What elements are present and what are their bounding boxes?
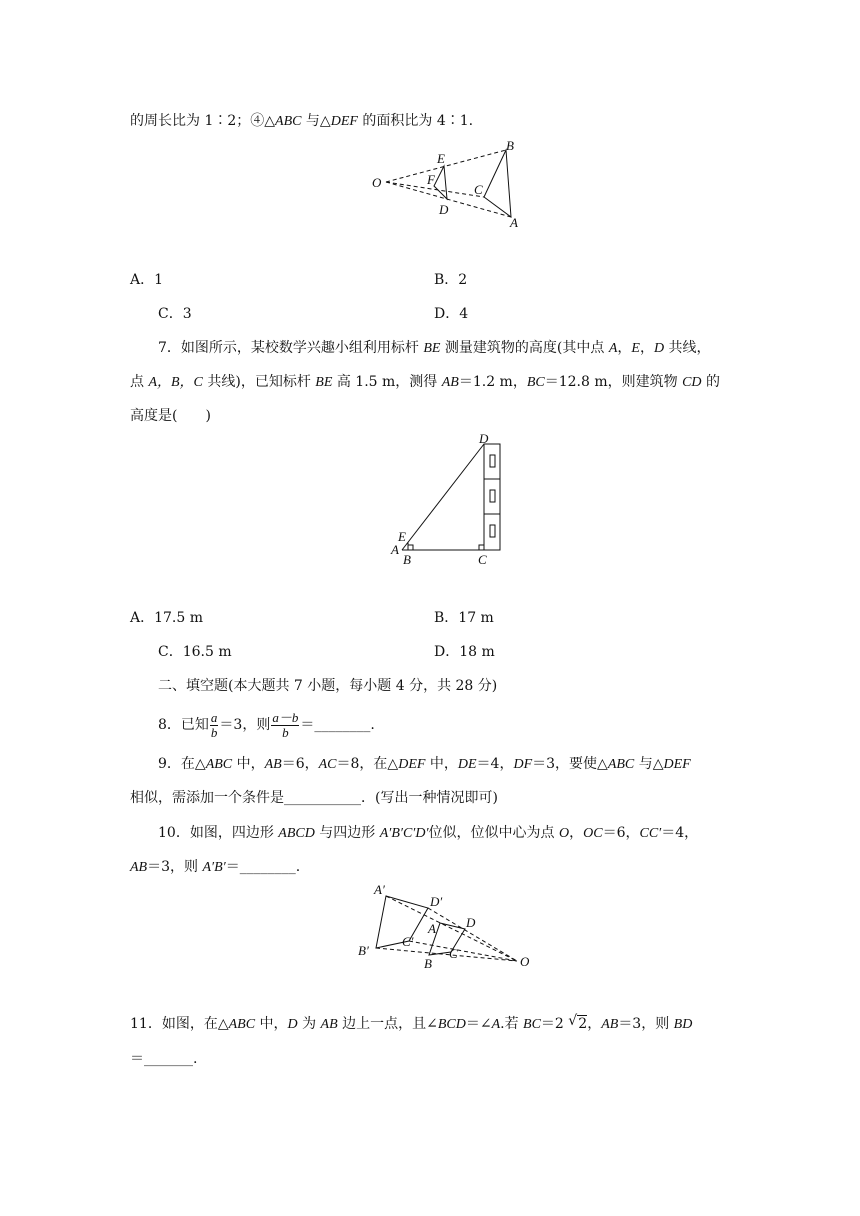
q6-option-c[interactable]: C．3 bbox=[158, 306, 192, 322]
q11-line-1: 11．如图，在△ABC 中，D 为 AB 边上一点，且∠BCD＝∠A.若 BC＝2 √ 2，AB＝3，则 BD bbox=[130, 1013, 693, 1032]
label-c: C bbox=[478, 552, 487, 567]
q10-line-2: AB＝3，则 A′B′＝________. bbox=[130, 859, 301, 875]
label-c-prime: C′ bbox=[402, 934, 414, 949]
sqrt-two: √ 2 bbox=[568, 1013, 588, 1032]
q6-option-d[interactable]: D．4 bbox=[434, 306, 469, 322]
label-d: D bbox=[479, 431, 489, 446]
q7-option-d[interactable]: D．18 m bbox=[434, 644, 495, 660]
q6-option-a[interactable]: A．1 bbox=[130, 272, 164, 288]
label-o: O bbox=[520, 954, 530, 969]
q7-line-2: 点 A，B，C 共线)，已知标杆 BE 高 1.5 m，测得 AB＝1.2 m，BC＝12.8 m，则建筑物 CD 的 bbox=[130, 374, 720, 390]
label-f: F bbox=[427, 172, 435, 187]
label-d: D bbox=[439, 202, 449, 217]
fraction-a-minus-b-over-b: $\frac{a-b}{b}$ bbox=[272, 709, 299, 740]
q7-option-c[interactable]: C．16.5 m bbox=[158, 644, 232, 660]
q9-line-2: 相似，需添加一个条件是___________．(写出一种情况即可) bbox=[130, 790, 498, 806]
q10-line-1: 10．如图，四边形 ABCD 与四边形 A′B′C′D′位似，位似中心为点 O，OC＝6，CC′＝4， bbox=[158, 825, 699, 841]
label-b-prime: B′ bbox=[358, 943, 369, 958]
label-b: B bbox=[424, 956, 432, 971]
q7-option-a[interactable]: A．17.5 m bbox=[130, 610, 204, 626]
label-e: E bbox=[437, 151, 445, 166]
q6-statement-tail: 的周长比为 1∶2；④△ABC 与△DEF 的面积比为 4∶1. bbox=[130, 113, 474, 129]
q11-line-2: ＝_______. bbox=[130, 1051, 198, 1067]
label-a-prime: A′ bbox=[374, 882, 385, 897]
label-c: C bbox=[449, 946, 458, 961]
label-e: E bbox=[398, 529, 406, 544]
label-c: C bbox=[474, 182, 483, 197]
label-d: D bbox=[466, 915, 476, 930]
label-d-prime: D′ bbox=[430, 894, 443, 909]
q7-line-1: 7．如图所示，某校数学兴趣小组利用标杆 BE 测量建筑物的高度(其中点 A，E，D 共线， bbox=[158, 340, 711, 356]
label-a: A bbox=[391, 542, 399, 557]
section-2-heading: 二、填空题(本大题共 7 小题，每小题 4 分，共 28 分) bbox=[158, 678, 498, 694]
fraction-a-over-b: $\frac{a}{b}$ bbox=[210, 709, 218, 740]
q9-line-1: 9．在△ABC 中，AB＝6，AC＝8，在△DEF 中，DE＝4，DF＝3，要使△ABC 与△DEF bbox=[158, 756, 691, 772]
q7-line-3: 高度是( ) bbox=[130, 408, 211, 424]
label-b: B bbox=[403, 552, 411, 567]
label-a: A bbox=[510, 215, 518, 230]
q6-option-b[interactable]: B．2 bbox=[434, 272, 468, 288]
q7-option-b[interactable]: B．17 m bbox=[434, 610, 494, 626]
q8-line: 8．已知 $\frac{a}{b}$ ＝3，则 $\frac{a-b}{b}$ ＝________. bbox=[158, 709, 375, 740]
label-a: A bbox=[428, 921, 436, 936]
label-o: O bbox=[372, 175, 382, 190]
label-b: B bbox=[506, 138, 514, 153]
